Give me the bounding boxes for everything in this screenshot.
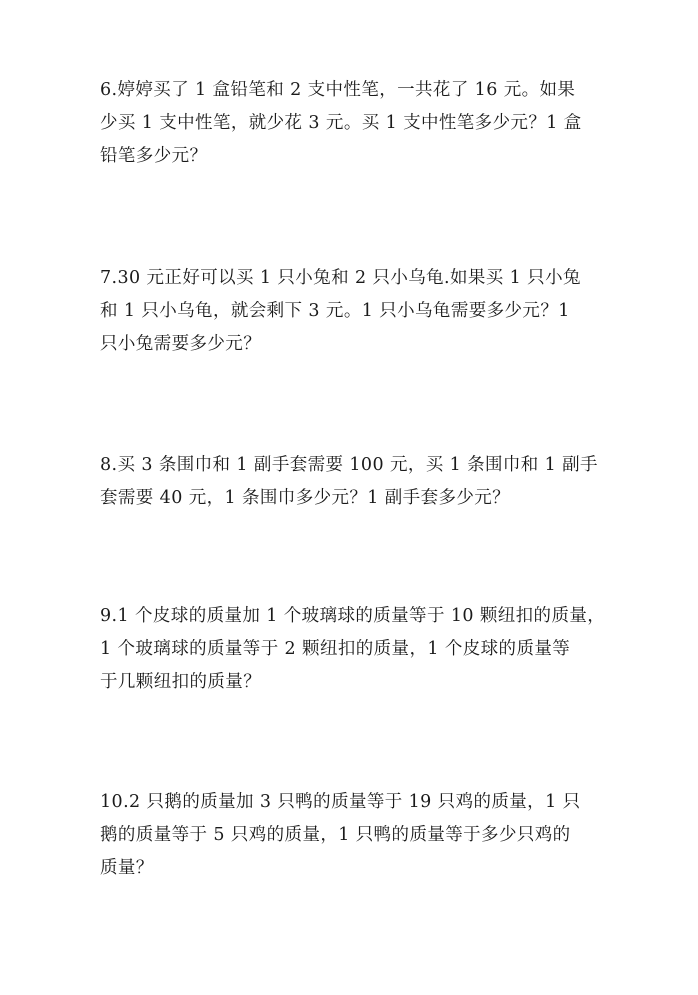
problem-9-line-3: 于几颗纽扣的质量？ — [100, 672, 262, 692]
problem-7-line-2: 和 1 只小乌龟，就会剩下 3 元。1 只小乌龟需要多少元？1 — [100, 301, 570, 321]
problem-7 — [100, 262, 620, 361]
problem-6-line-2: 少买 1 支中性笔，就少花 3 元。买 1 支中性笔多少元？1 盒 — [100, 113, 582, 133]
problem-7-line-1: 7.30 元正好可以买 1 只小兔和 2 只小乌龟.如果买 1 只小兔 — [100, 268, 581, 288]
problem-10 — [100, 786, 620, 885]
problem-9-line-2: 1 个玻璃球的质量等于 2 颗纽扣的质量，1 个皮球的质量等 — [100, 639, 571, 659]
problem-8 — [100, 449, 620, 515]
problem-9 — [100, 600, 620, 699]
problem-10-line-2: 鹅的质量等于 5 只鸡的质量，1 只鸭的质量等于多少只鸡的 — [100, 825, 571, 845]
problem-6-line-1: 6.婷婷买了 1 盒铅笔和 2 支中性笔，一共花了 16 元。如果 — [100, 80, 576, 100]
problem-10-line-3: 质量？ — [100, 858, 154, 878]
problem-8-line-1: 8.买 3 条围巾和 1 副手套需要 100 元，买 1 条围巾和 1 副手 — [100, 455, 598, 475]
problem-6 — [100, 74, 620, 173]
problem-9-line-1: 9.1 个皮球的质量加 1 个玻璃球的质量等于 10 颗纽扣的质量， — [100, 606, 606, 626]
problem-6-line-3: 铅笔多少元？ — [100, 146, 208, 166]
problem-8-line-2: 套需要 40 元，1 条围巾多少元？1 副手套多少元？ — [100, 488, 511, 508]
problem-10-line-1: 10.2 只鹅的质量加 3 只鸭的质量等于 19 只鸡的质量，1 只 — [100, 792, 581, 812]
problem-7-line-3: 只小兔需要多少元？ — [100, 334, 262, 354]
